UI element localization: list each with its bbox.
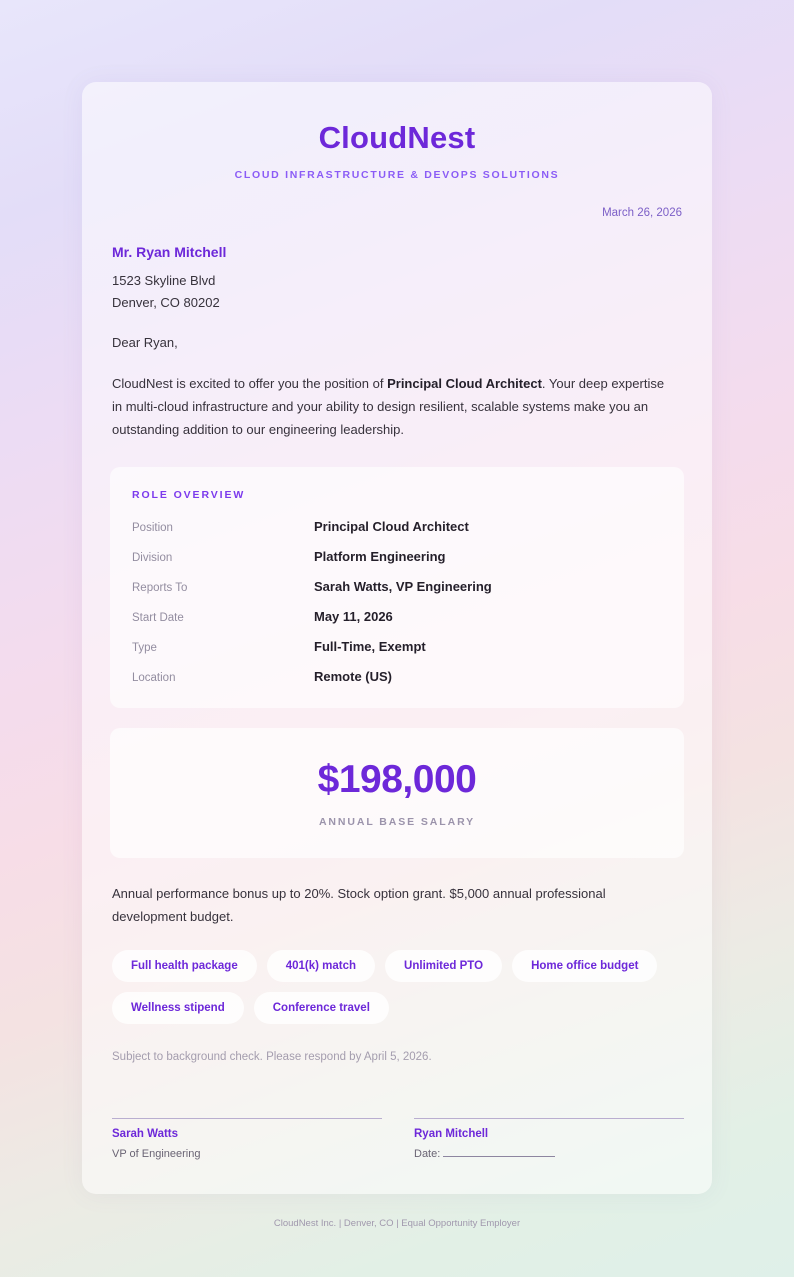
signature-block-candidate (414, 1118, 684, 1160)
role-field-value: Full-Time, Exempt (314, 639, 426, 654)
intro-text-before: CloudNest is excited to offer you the position of (112, 376, 388, 391)
role-field-value: Remote (US) (314, 669, 393, 684)
recipient-address-line-1: 1523 Skyline Blvd (112, 273, 216, 288)
role-overview-card (110, 467, 684, 708)
recipient-block (110, 244, 684, 314)
document-date: March 26, 2026 (602, 207, 682, 219)
role-field-label: Reports To (132, 582, 188, 594)
role-field-label: Type (132, 642, 157, 654)
perk-chip: Full health package (112, 950, 257, 982)
company-tagline: CLOUD INFRASTRUCTURE & DEVOPS SOLUTIONS (234, 169, 560, 181)
recipient-name: Mr. Ryan Mitchell (112, 244, 227, 260)
role-field-value: Sarah Watts, VP Engineering (314, 579, 492, 594)
signature-date-label: Date: (414, 1148, 441, 1160)
recipient-address-line-2: Denver, CO 80202 (112, 295, 220, 310)
salutation: Dear Ryan, (112, 335, 178, 350)
signature-date-blank[interactable] (443, 1156, 555, 1157)
role-field-row (132, 549, 662, 564)
role-field-label: Start Date (132, 612, 184, 624)
document-footer: CloudNest Inc. | Denver, CO | Equal Opportunity Employer (273, 1218, 521, 1229)
role-field-row (132, 669, 662, 684)
compensation-notes: Annual performance bonus up to 20%. Stock option grant. $5,000 annual professional development budget. (112, 886, 606, 924)
company-logo-text: CloudNest (318, 120, 476, 155)
employer-signer-role: VP of Engineering (112, 1148, 201, 1160)
intro-position-bold: Principal Cloud Architect (387, 376, 542, 391)
salary-amount: $198,000 (317, 758, 477, 801)
perks-list (110, 950, 684, 1024)
perk-chip: Wellness stipend (112, 992, 244, 1024)
role-field-label: Location (132, 672, 176, 684)
salary-card (110, 728, 684, 858)
role-field-value: Principal Cloud Architect (314, 519, 469, 534)
perk-chip: Unlimited PTO (385, 950, 502, 982)
role-field-row (132, 579, 662, 594)
signature-line (112, 1118, 382, 1119)
role-field-value: Platform Engineering (314, 549, 446, 564)
perk-chip: Conference travel (254, 992, 389, 1024)
signature-section (110, 1118, 684, 1160)
perk-chip: Home office budget (512, 950, 657, 982)
role-field-label: Division (132, 552, 173, 564)
intro-paragraph (110, 372, 684, 441)
signature-block-employer (112, 1118, 382, 1160)
role-field-row (132, 609, 662, 624)
signature-date-field[interactable] (414, 1148, 684, 1160)
offer-letter-sheet (82, 82, 712, 1194)
role-field-row (132, 519, 662, 534)
role-overview-title: ROLE OVERVIEW (132, 489, 246, 501)
signature-line (414, 1118, 684, 1119)
role-field-label: Position (132, 522, 173, 534)
legal-note: Subject to background check. Please respond by April 5, 2026. (112, 1051, 432, 1063)
candidate-signer-name: Ryan Mitchell (414, 1128, 489, 1140)
role-field-row (132, 639, 662, 654)
role-field-value: May 11, 2026 (314, 609, 393, 624)
intro-text-after: . Your deep expertise in multi-cloud infrastructure and your ability to design resilient, scalable systems make you an outstanding addition to our engineering leadership. (112, 376, 665, 437)
perk-chip: 401(k) match (267, 950, 375, 982)
employer-signer-name: Sarah Watts (112, 1128, 179, 1140)
salary-label: ANNUAL BASE SALARY (318, 816, 476, 828)
